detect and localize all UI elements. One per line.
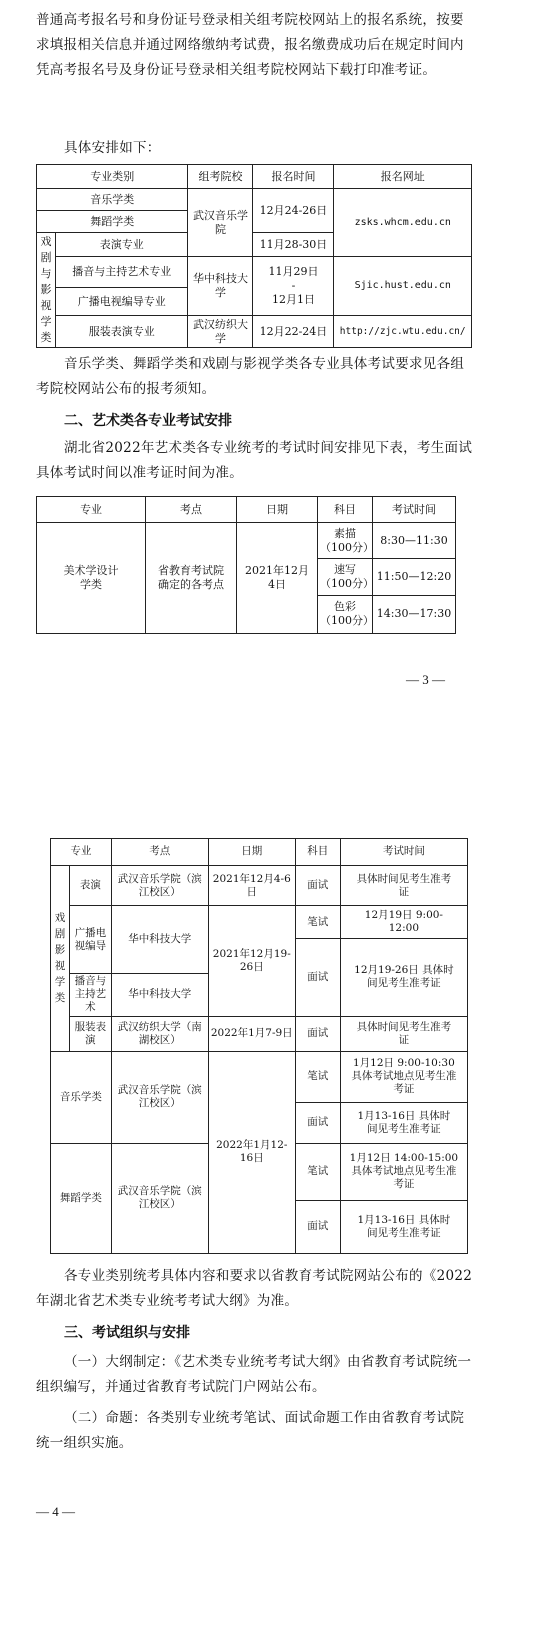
- section-2-heading: 二、艺术类各专业考试安排: [64, 413, 232, 429]
- reg-time-3: [253, 257, 334, 316]
- t4-date-perf: 2021年12月4-6日: [208, 865, 295, 906]
- p4-paragraph-3: （二）命题：各类别专业统考笔试、面试命题工作由省教育考试院统一组织实施。: [36, 1410, 465, 1451]
- exam-col-subject: 科目: [318, 497, 373, 523]
- exam-date: 2021年12月4日: [237, 523, 318, 634]
- page-4: [0, 740, 534, 1630]
- exam-subject-sketch: 素描（100分）: [318, 523, 373, 559]
- exam-subject-color: 色彩（100分）: [318, 595, 373, 633]
- t4-date-whcm: 2022年1月12-16日: [208, 1051, 295, 1253]
- t4-costume: 服装表演: [70, 1016, 112, 1051]
- t4-directing: 广播电视编导: [70, 906, 112, 973]
- row-directing: 广播电视编导专业: [56, 288, 188, 316]
- intro-paragraph: 普通高考报名号和身份证号登录相关组考院校网站上的报名系统，按要求填报相关信息并通过网络缴纳考试费，报名缴费成功后在规定时间内凭高考报名号及身份证号登录相关组考院校网站下载打印准考证。: [36, 12, 464, 78]
- school-whcm: 武汉音乐学院: [188, 189, 253, 257]
- drama-group-label: 戏剧与影视学类: [37, 233, 56, 348]
- t4-music: 音乐学类: [51, 1051, 112, 1143]
- exam-col-time: 考试时间: [373, 497, 456, 523]
- t4-drama-group: 戏剧影视学类: [51, 865, 70, 1051]
- t4-time-interview-hust: 12月19-26日 具体时间见考生准考证: [340, 939, 467, 1017]
- schedule-intro: 具体安排如下：: [64, 140, 161, 156]
- t4-subject-music-written: 笔试: [295, 1051, 340, 1102]
- url-wtu: http://zjc.wtu.edu.cn/: [334, 316, 472, 348]
- reg-time-1: 12月24-26日: [253, 189, 334, 233]
- t4-col-time: 考试时间: [340, 839, 467, 866]
- t4-venue-music: 武汉音乐学院（滨江校区）: [111, 1051, 208, 1143]
- exam-venue: 省教育考试院确定的各考点: [146, 523, 237, 634]
- section-3-heading: 三、考试组织与安排: [64, 1325, 190, 1341]
- t4-time-dance-interview: 1月13-16日 具体时间见考生准考证: [340, 1200, 467, 1253]
- col-header-school: 组考院校: [188, 165, 253, 189]
- t4-col-venue: 考点: [111, 839, 208, 866]
- col-header-time: 报名时间: [253, 165, 334, 189]
- t4-time-written-hust: 12月19日 9:00-12:00: [340, 906, 467, 939]
- col-header-url: 报名网址: [334, 165, 472, 189]
- reg-time-3-start: 11月29日: [268, 265, 319, 278]
- t4-date-wtu: 2022年1月7-9日: [208, 1016, 295, 1051]
- exam-major: 美术学设计学类: [37, 523, 146, 634]
- page-number-3: — 3 —: [406, 672, 445, 687]
- p4-paragraph-1: 各专业类别统考具体内容和要求以省教育考试院网站公布的《2022年湖北省艺术类专业统考考试大纲》为准。: [36, 1268, 473, 1309]
- t4-venue-broadcasting: 华中科技大学: [111, 973, 208, 1016]
- t4-time-music-interview: 1月13-16日 具体时间见考生准考证: [340, 1102, 467, 1143]
- reg-time-4: 12月22-24日: [253, 316, 334, 348]
- exam-time-sketch: 8:30—11:30: [373, 523, 456, 559]
- t4-venue-perf: 武汉音乐学院（滨江校区）: [111, 865, 208, 906]
- exam-subject-quick-sketch: 速写（100分）: [318, 559, 373, 595]
- t4-subject-perf: 面试: [295, 865, 340, 906]
- t4-date-hust: 2021年12月19-26日: [208, 906, 295, 1016]
- school-wtu: 武汉纺织大学: [188, 316, 253, 348]
- row-broadcasting: 播音与主持艺术专业: [56, 257, 188, 288]
- reg-time-3-end: 12月1日: [271, 293, 315, 306]
- t4-venue-dance: 武汉音乐学院（滨江校区）: [111, 1143, 208, 1253]
- t4-subject-wtu: 面试: [295, 1016, 340, 1051]
- t4-performance: 表演: [70, 865, 112, 906]
- t4-time-wtu: 具体时间见考生准考证: [340, 1016, 467, 1051]
- notice-paragraph: 音乐学类、舞蹈学类和戏剧与影视学类各专业具体考试要求见各组考院校网站公布的报考须知。: [36, 356, 465, 397]
- exam-time-color: 14:30—17:30: [373, 595, 456, 633]
- t4-subject-dance-interview: 面试: [295, 1200, 340, 1253]
- col-header-category: 专业类别: [37, 165, 188, 189]
- t4-time-dance-written: 1月12日 14:00-15:00 具体考试地点见考生准考证: [340, 1143, 467, 1200]
- exam-col-date: 日期: [237, 497, 318, 523]
- section-2-paragraph: 湖北省2022年艺术类各专业统考的考试时间安排见下表，考生面试具体考试时间以准考证时间为准。: [36, 440, 473, 481]
- row-performance: 表演专业: [56, 233, 188, 257]
- exam-table: [36, 496, 456, 634]
- row-dance: 舞蹈学类: [37, 211, 188, 233]
- exam-col-major: 专业: [37, 497, 146, 523]
- page-3: [0, 0, 534, 740]
- row-music: 音乐学类: [37, 189, 188, 211]
- t4-venue-wtu: 武汉纺织大学（南湖校区）: [111, 1016, 208, 1051]
- t4-subject-written-hust: 笔试: [295, 906, 340, 939]
- page-number-4: — 4 —: [36, 1504, 75, 1519]
- t4-time-perf: 具体时间见考生准考证: [340, 865, 467, 906]
- exam-time-quick-sketch: 11:50—12:20: [373, 559, 456, 595]
- t4-subject-interview-hust: 面试: [295, 939, 340, 1017]
- p4-paragraph-2: （一）大纲制定：《艺术类专业统考考试大纲》由省教育考试院统一组织编写，并通过省教育考试院门户网站公布。: [36, 1354, 472, 1395]
- t4-col-subject: 科目: [295, 839, 340, 866]
- t4-venue-directing: 华中科技大学: [111, 906, 208, 973]
- row-costume: 服装表演专业: [56, 316, 188, 348]
- t4-broadcasting: 播音与主持艺术: [70, 973, 112, 1016]
- url-whcm: zsks.whcm.edu.cn: [334, 189, 472, 257]
- t4-time-music-written: 1月12日 9:00-10:30 具体考试地点见考生准考证: [340, 1051, 467, 1102]
- reg-time-2: 11月28-30日: [253, 233, 334, 257]
- t4-subject-music-interview: 面试: [295, 1102, 340, 1143]
- registration-table: [36, 164, 472, 348]
- url-hust: Sjic.hust.edu.cn: [334, 257, 472, 316]
- t4-subject-dance-written: 笔试: [295, 1143, 340, 1200]
- t4-col-major: 专业: [51, 839, 112, 866]
- t4-dance: 舞蹈学类: [51, 1143, 112, 1253]
- t4-col-date: 日期: [208, 839, 295, 866]
- reg-time-3-dash: -: [291, 279, 296, 292]
- school-hust: 华中科技大学: [188, 257, 253, 316]
- exam-col-venue: 考点: [146, 497, 237, 523]
- exam-schedule-table: [50, 838, 468, 1254]
